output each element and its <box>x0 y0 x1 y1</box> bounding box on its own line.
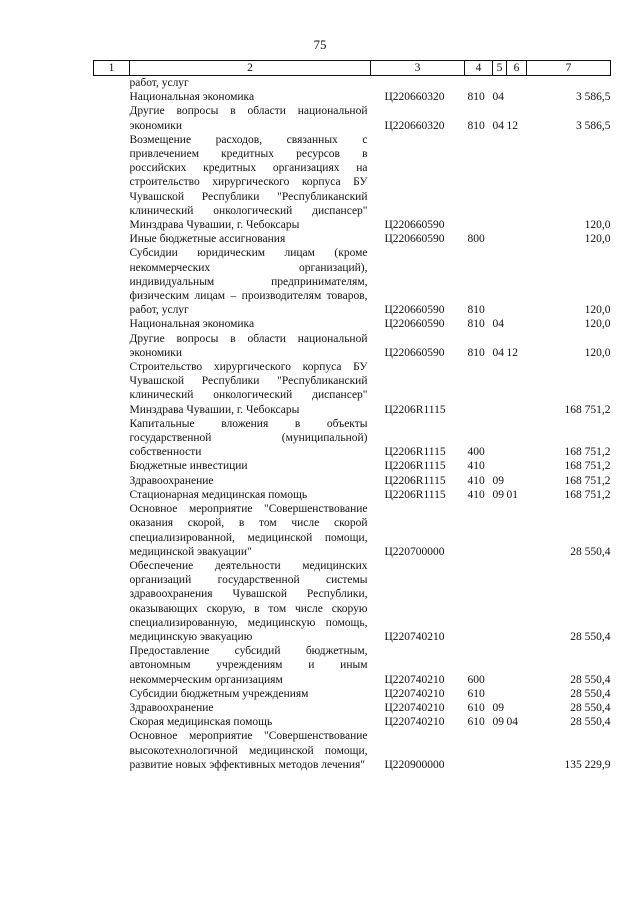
row-code: Ц220660590 <box>384 304 445 317</box>
row-code: Ц220900000 <box>384 758 445 771</box>
row-expense-type <box>465 559 493 644</box>
row-amount: 3 586,5 <box>576 91 611 104</box>
row-name: Обеспечение деятельности медицинских организаций государственной системы здравоохранения Чувашской Республики, оказывающих скорую, в том числе скорую специализированную, медицинскую помощь, медицинскую эвакуацию <box>129 559 368 643</box>
row-code: Ц220660320 <box>384 91 445 104</box>
row-blank-cell <box>94 459 130 473</box>
row-blank-cell <box>94 76 130 91</box>
row-amount <box>527 76 611 91</box>
row-section <box>493 76 507 91</box>
row-section <box>493 246 507 317</box>
row-amount: 168 751,2 <box>564 474 611 487</box>
row-blank-cell <box>94 246 130 317</box>
header-cell-6: 6 <box>507 61 527 76</box>
table-row <box>94 559 611 644</box>
row-amount: 28 550,4 <box>570 673 611 686</box>
row-blank-cell <box>94 474 130 488</box>
row-subsection <box>507 701 527 715</box>
table-row <box>94 474 611 488</box>
row-amount: 168 751,2 <box>564 460 611 473</box>
row-expense-type: 410 <box>467 488 485 501</box>
row-subsection <box>507 459 527 473</box>
row-blank-cell <box>94 104 130 132</box>
table-row <box>94 644 611 687</box>
row-name: Стационарная медицинская помощь <box>129 488 308 501</box>
header-cell-5: 5 <box>493 61 507 76</box>
row-section: 09 <box>492 488 504 501</box>
table-row <box>94 317 611 331</box>
row-section <box>493 559 507 644</box>
row-section <box>493 232 507 246</box>
row-amount: 135 229,9 <box>564 758 611 771</box>
row-name: Предоставление субсидий бюджетным, автономным учреждениям и иным некоммерческим организациям <box>129 645 368 686</box>
row-subsection <box>507 232 527 246</box>
row-blank-cell <box>94 701 130 715</box>
row-expense-type <box>465 133 493 232</box>
row-amount: 120,0 <box>584 304 611 317</box>
row-subsection <box>507 76 527 91</box>
row-name: Основное мероприятие "Совершенствование оказания скорой, в том числе скорой специализированной, медицинской помощи, медицинской эвакуации" <box>129 503 368 558</box>
row-subsection <box>507 246 527 317</box>
table-row <box>94 76 611 91</box>
row-code: Ц2206R1115 <box>384 460 446 473</box>
row-name: Здравоохранение <box>129 701 214 714</box>
row-subsection: 04 <box>506 716 518 729</box>
row-name: Национальная экономика <box>129 91 255 104</box>
row-subsection: 01 <box>506 488 518 501</box>
row-section: 04 <box>492 91 504 104</box>
row-blank-cell <box>94 417 130 460</box>
row-code: Ц220740210 <box>384 701 445 714</box>
row-amount: 168 751,2 <box>564 488 611 501</box>
row-code: Ц2206R1115 <box>384 474 446 487</box>
table-row <box>94 232 611 246</box>
row-section <box>493 360 507 417</box>
row-blank-cell <box>94 715 130 729</box>
row-expense-type <box>465 502 493 559</box>
row-expense-type: 610 <box>467 687 485 700</box>
row-expense-type: 600 <box>467 673 485 686</box>
table-row <box>94 488 611 502</box>
table-row <box>94 459 611 473</box>
row-amount: 120,0 <box>584 318 611 331</box>
row-subsection <box>507 729 527 772</box>
row-code: Ц220660590 <box>384 346 445 359</box>
row-name: Иные бюджетные ассигнования <box>129 233 286 246</box>
row-code: Ц220740210 <box>384 673 445 686</box>
row-subsection <box>507 417 527 460</box>
row-amount: 120,0 <box>584 233 611 246</box>
row-expense-type: 410 <box>467 460 485 473</box>
row-blank-cell <box>94 488 130 502</box>
row-code <box>371 76 465 91</box>
row-subsection <box>507 474 527 488</box>
row-name: Национальная экономика <box>129 318 255 331</box>
row-amount: 120,0 <box>584 346 611 359</box>
table-row <box>94 360 611 417</box>
row-amount: 28 550,4 <box>570 687 611 700</box>
table-row <box>94 715 611 729</box>
row-code: Ц220740210 <box>384 687 445 700</box>
row-name: Скорая медицинская помощь <box>129 716 273 729</box>
row-section: 09 <box>492 716 504 729</box>
row-code: Ц2206R1115 <box>384 488 446 501</box>
row-subsection <box>507 559 527 644</box>
row-expense-type: 810 <box>467 346 485 359</box>
row-subsection <box>507 133 527 232</box>
row-expense-type: 610 <box>467 701 485 714</box>
row-code: Ц220740210 <box>384 630 445 643</box>
table-row <box>94 417 611 460</box>
row-code: Ц2206R1115 <box>384 403 446 416</box>
row-amount: 120,0 <box>584 219 611 232</box>
row-name: Возмещение расходов, связанных с привлечением кредитных ресурсов в российских кредитных организациях на строительство хирургического корпуса БУ Чувашской Республики "Республиканский клинический онкологический диспансер" Минздрава Чувашии, г. Чебоксары <box>129 133 368 232</box>
row-subsection <box>507 687 527 701</box>
row-name: Субсидии бюджетным учреждениям <box>129 687 309 700</box>
row-name: Бюджетные инвестиции <box>129 460 248 473</box>
row-name: Строительство хирургического корпуса БУ Чувашской Республики "Республиканский клинический онкологический диспансер" Минздрава Чувашии, г. Чебоксары <box>129 361 368 416</box>
page-number: 75 <box>313 37 327 52</box>
row-code: Ц220660320 <box>384 119 445 132</box>
row-amount: 28 550,4 <box>570 716 611 729</box>
row-expense-type: 810 <box>467 91 485 104</box>
row-name: Капитальные вложения в объекты государственной (муниципальной) собственности <box>129 417 368 459</box>
row-code: Ц220660590 <box>384 318 445 331</box>
table-row <box>94 502 611 559</box>
row-code: Ц220660590 <box>384 233 445 246</box>
row-code: Ц220700000 <box>384 545 445 558</box>
row-expense-type: 610 <box>467 716 485 729</box>
header-row <box>94 61 611 76</box>
row-code: Ц2206R1115 <box>384 446 446 459</box>
table-row <box>94 246 611 317</box>
row-section <box>493 133 507 232</box>
table-header <box>94 61 611 76</box>
row-expense-type <box>465 360 493 417</box>
row-subsection <box>507 644 527 687</box>
row-amount: 28 550,4 <box>570 545 611 558</box>
row-section: 09 <box>492 474 504 487</box>
row-section: 09 <box>492 701 504 714</box>
row-expense-type: 800 <box>467 233 485 246</box>
row-subsection: 12 <box>506 346 518 359</box>
row-section: 04 <box>492 346 504 359</box>
row-subsection <box>507 90 527 104</box>
row-blank-cell <box>94 232 130 246</box>
row-section <box>493 502 507 559</box>
row-expense-type: 810 <box>467 304 485 317</box>
row-blank-cell <box>94 133 130 232</box>
row-blank-cell <box>94 644 130 687</box>
table-row <box>94 701 611 715</box>
row-name: Другие вопросы в области национальной экономики <box>129 105 368 132</box>
row-amount: 3 586,5 <box>576 119 611 132</box>
row-blank-cell <box>94 360 130 417</box>
row-blank-cell <box>94 90 130 104</box>
row-blank-cell <box>94 559 130 644</box>
row-subsection <box>507 317 527 331</box>
row-expense-type <box>465 76 493 91</box>
row-section <box>493 729 507 772</box>
row-section <box>493 644 507 687</box>
table-body <box>94 76 611 772</box>
budget-table <box>93 60 611 772</box>
row-section: 04 <box>492 318 504 331</box>
row-subsection <box>507 502 527 559</box>
row-blank-cell <box>94 332 130 360</box>
row-amount: 28 550,4 <box>570 701 611 714</box>
row-section <box>493 687 507 701</box>
row-blank-cell <box>94 317 130 331</box>
header-cell-7: 7 <box>527 61 611 76</box>
row-amount: 168 751,2 <box>564 403 611 416</box>
row-subsection <box>507 360 527 417</box>
row-blank-cell <box>94 729 130 772</box>
table-row <box>94 104 611 132</box>
header-cell-4: 4 <box>465 61 493 76</box>
table-row <box>94 332 611 360</box>
table-row <box>94 133 611 232</box>
row-expense-type: 400 <box>467 446 485 459</box>
row-expense-type: 810 <box>467 318 485 331</box>
row-subsection: 12 <box>506 119 518 132</box>
row-section <box>493 459 507 473</box>
table-row <box>94 90 611 104</box>
row-name: Другие вопросы в области национальной экономики <box>129 332 368 359</box>
row-expense-type: 810 <box>467 119 485 132</box>
row-amount: 168 751,2 <box>564 446 611 459</box>
header-cell-1: 1 <box>94 61 130 76</box>
table-row <box>94 687 611 701</box>
row-name: Здравоохранение <box>129 474 214 487</box>
row-section <box>493 417 507 460</box>
row-blank-cell <box>94 687 130 701</box>
row-name: Основное мероприятие "Совершенствование высокотехнологичной медицинской помощи, развитие новых эффективных методов лечения" <box>129 730 368 771</box>
row-code: Ц220660590 <box>384 219 445 232</box>
row-code: Ц220740210 <box>384 716 445 729</box>
header-cell-3: 3 <box>371 61 465 76</box>
table-row <box>94 729 611 772</box>
row-expense-type <box>465 729 493 772</box>
row-blank-cell <box>94 502 130 559</box>
row-name: работ, услуг <box>129 77 189 89</box>
row-section: 04 <box>492 119 504 132</box>
row-amount: 28 550,4 <box>570 630 611 643</box>
row-name: Субсидии юридическим лицам (кроме некоммерческих организаций), индивидуальным предпринимателям, физическим лицам – производителям товаров, работ, услуг <box>129 247 368 317</box>
header-cell-2: 2 <box>130 61 371 76</box>
row-expense-type: 410 <box>467 474 485 487</box>
